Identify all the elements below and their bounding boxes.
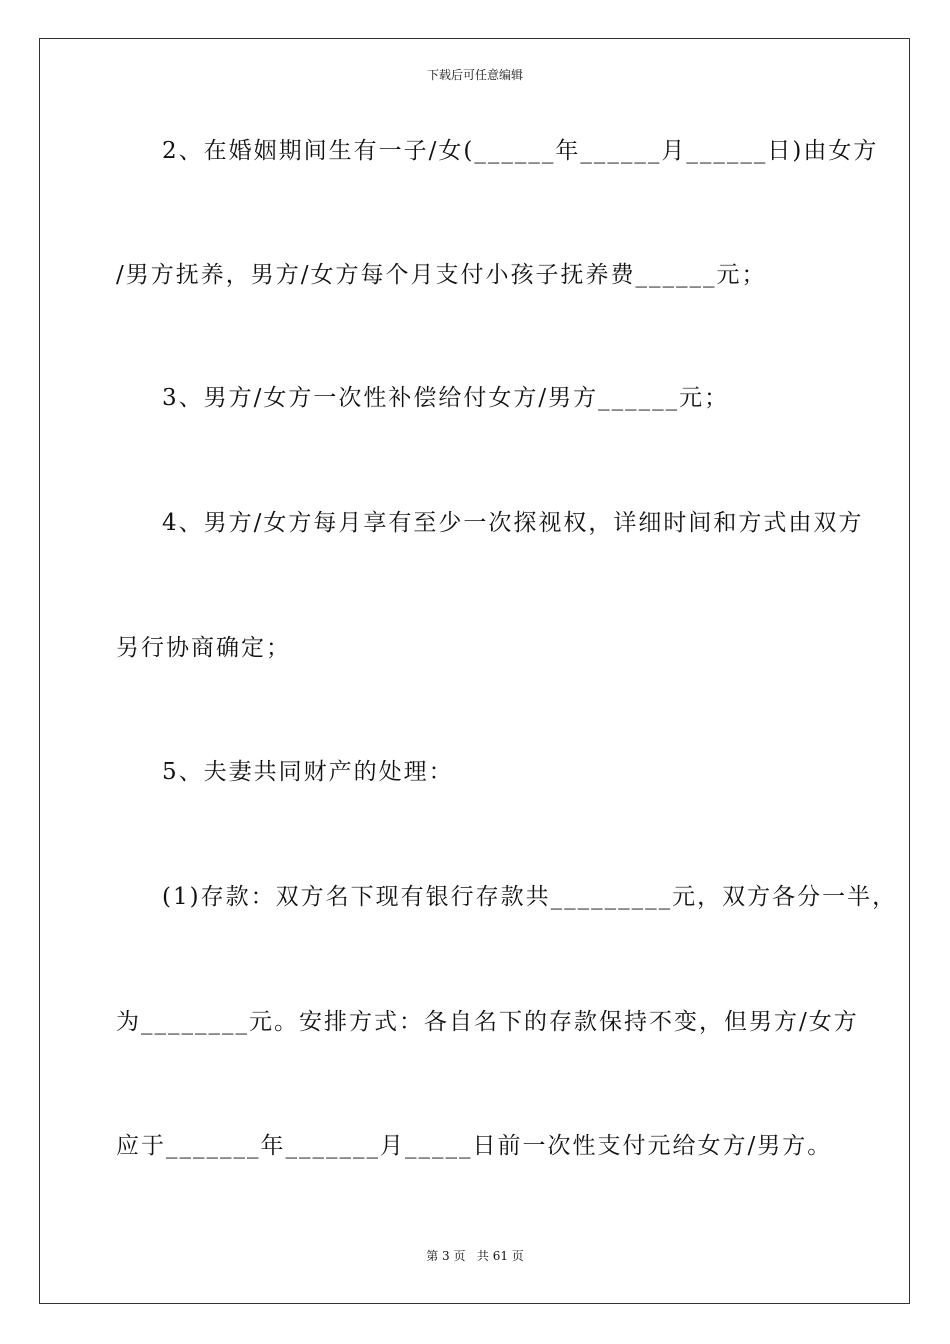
- paragraph-line-9: 应于_______年_______月_____日前一次性支付元给女方/男方。: [116, 1133, 833, 1159]
- paragraph-line-8: 为________元。安排方式：各自名下的存款保持不变，但男方/女方: [116, 1009, 859, 1035]
- page-number-footer: [0, 1248, 950, 1264]
- paragraph-line-5: 另行协商确定；: [116, 635, 291, 661]
- paragraph-line-6: 5、夫妻共同财产的处理：: [162, 759, 454, 785]
- paragraph-line-1: 2、在婚姻期间生有一子/女(______年______月______日)由女方: [162, 138, 879, 164]
- paragraph-line-4: 4、男方/女方每月享有至少一次探视权，详细时间和方式由双方: [162, 510, 864, 536]
- header-note: 下载后可任意编辑: [426, 68, 523, 82]
- paragraph-line-2: /男方抚养，男方/女方每个月支付小孩子抚养费______元；: [116, 262, 767, 288]
- footer-gap: [465, 1249, 476, 1263]
- paragraph-line-7: (1)存款：双方名下现有银行存款共_________元，双方各分一半，: [162, 884, 898, 910]
- current-page-label: 第 3 页: [426, 1249, 466, 1263]
- paragraph-line-3: 3、男方/女方一次性补偿给付女方/男方______元；: [162, 385, 730, 411]
- total-pages-label: 共 61 页: [476, 1249, 524, 1263]
- page-border: [39, 38, 910, 1304]
